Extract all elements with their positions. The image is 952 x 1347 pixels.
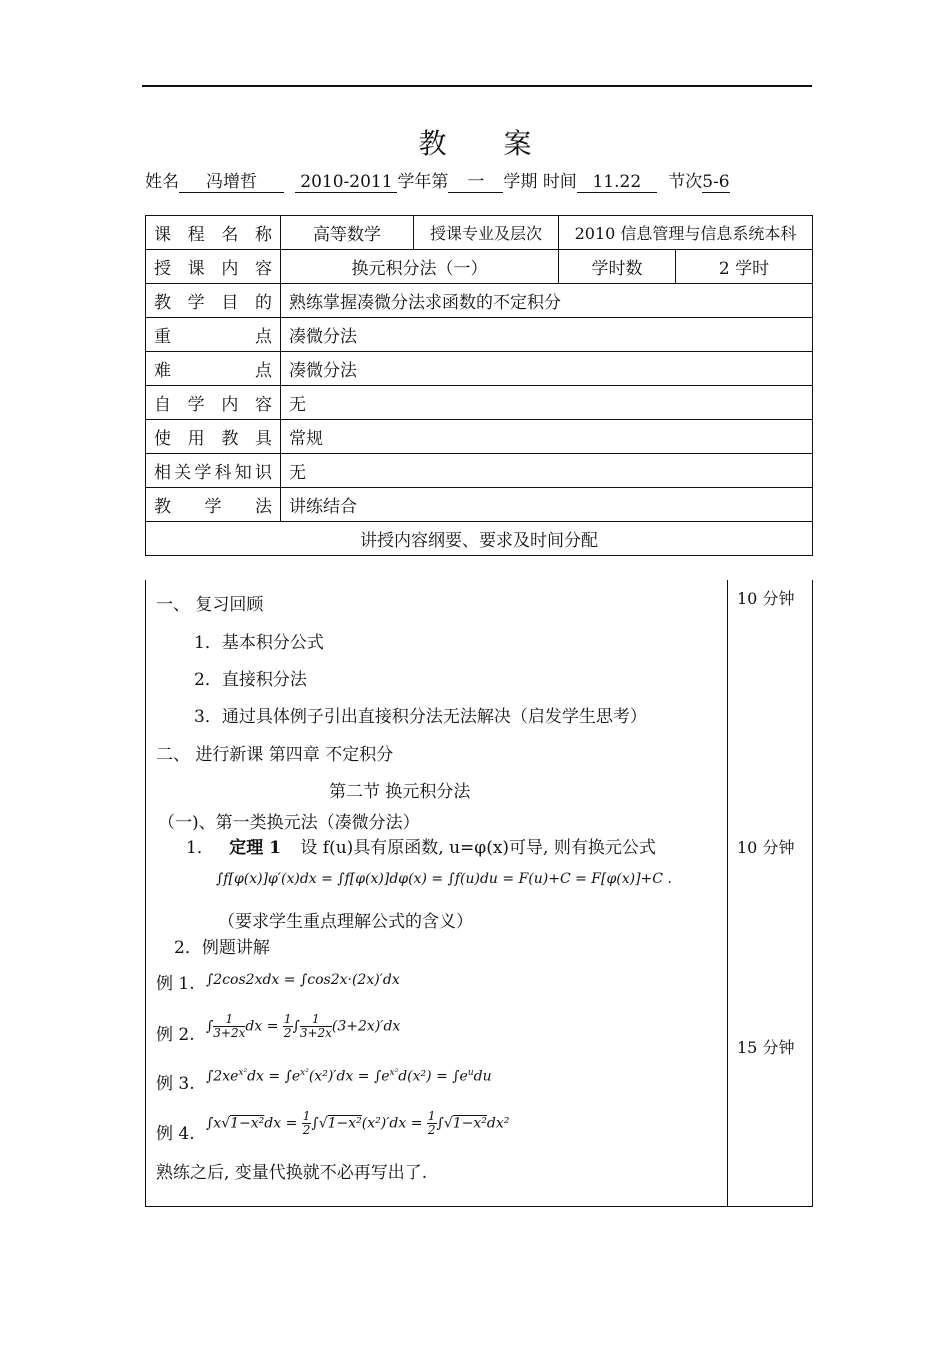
date: 11.22 [577,173,657,193]
hours: 2 学时 [676,250,813,284]
period: 5-6 [702,172,730,192]
example-3-label: 例 3. [156,1074,195,1094]
course-label: 课 程 名 称 [154,225,272,245]
theorem-text: 设 f(u)具有原函数, u=φ(x)可导, 则有换元公式 [300,838,656,858]
goal: 熟练掌握凑微分法求函数的不定积分 [281,284,813,318]
name-label: 姓名 [145,172,179,192]
header-meta: 姓名 冯增哲 2010-2011 学年第 一 学期 时间 11.22 节次5-6 [145,172,730,192]
page-title: 教 案 [418,127,534,160]
self-study: 无 [281,386,813,420]
method: 讲练结合 [281,488,813,522]
substitution-formula: ∫f[φ(x)]φ′(x)dx = ∫f[φ(x)]dφ(x) = ∫f(u)du = F(u)+C = F[φ(x)]+C . [216,871,672,887]
content-label: 授 课 内 容 [154,259,272,279]
related: 无 [281,454,813,488]
course-info-table [145,215,813,556]
section-new: 二、 进行新课 第四章 不定积分 [156,745,394,765]
example-4-label: 例 4. [156,1124,195,1144]
time-allocation: 10 分钟 [737,589,795,608]
top-rule [142,85,812,87]
method-heading: （一)、第一类换元法（凑微分法） [158,813,420,833]
major-label: 授课专业及层次 [414,216,559,250]
section-review: 一、 复习回顾 [156,595,264,615]
example-2-label: 例 2. [156,1025,195,1045]
major: 2010 信息管理与信息系统本科 [559,216,813,250]
method-label: 教 学 法 [154,497,272,517]
tools: 常规 [281,420,813,454]
example-1: ∫2cos2xdx = ∫cos2x·(2x)′dx [206,972,400,988]
theorem: 1． 定理 1 设 f(u)具有原函数, u=φ(x)可导, 则有换元公式 [186,838,656,858]
note: （要求学生重点理解公式的含义） [218,912,473,932]
example-4: ∫x√1−x²dx = $\frac{1}{2}$ ∫√1−x²(x²)′dx = $\frac{1}{2}$ ∫√1−x²dx² [206,1109,510,1137]
time-allocation: 10 分钟 [737,838,795,857]
lesson-content: 换元积分法（一） [281,250,559,284]
time-allocation: 15 分钟 [737,1038,795,1057]
example-3: $\int 2xe^{x^2}dx = \int e^{x^2}(x^2)'dx = \int e^{x^2}d(x^2) = \int e^udu$ [206,1068,492,1085]
school-year: 2010-2011 [295,173,397,193]
tools-label: 使 用 教 具 [154,429,272,449]
lesson-body [145,580,813,1207]
course-name: 高等数学 [281,216,414,250]
review-item: 1．基本积分公式 [194,633,324,653]
example-2: ∫ $\frac{1}{3+2x}$ dx = $\frac{1}{2}$ ∫ $\frac{1}{3+2x}$ (3+2x)′dx [206,1012,401,1040]
review-item: 3．通过具体例子引出直接积分法无法解决（启发学生思考） [194,707,647,727]
section-subtitle: 第二节 换元积分法 [329,782,471,802]
outline-heading: 讲授内容纲要、要求及时间分配 [146,522,813,556]
term: 一 [448,173,503,193]
review-item: 2．直接积分法 [194,670,307,690]
key-point: 凑微分法 [281,318,813,352]
hours-label: 学时数 [559,250,676,284]
key-label: 重 点 [154,327,272,347]
difficulty: 凑微分法 [281,352,813,386]
examples-heading: 2．例题讲解 [174,938,270,958]
difficulty-label: 难 点 [154,361,272,381]
self-study-label: 自 学 内 容 [154,395,272,415]
teacher-name: 冯增哲 [179,173,284,193]
goal-label: 教 学 目 的 [154,293,272,313]
example-1-label: 例 1. [156,974,195,994]
closing-remark: 熟练之后, 变量代换就不必再写出了. [156,1163,428,1183]
theorem-label: 定理 1 [229,838,281,858]
related-label: 相 关 学 科 知 识 [154,463,272,483]
column-divider [727,580,728,1207]
